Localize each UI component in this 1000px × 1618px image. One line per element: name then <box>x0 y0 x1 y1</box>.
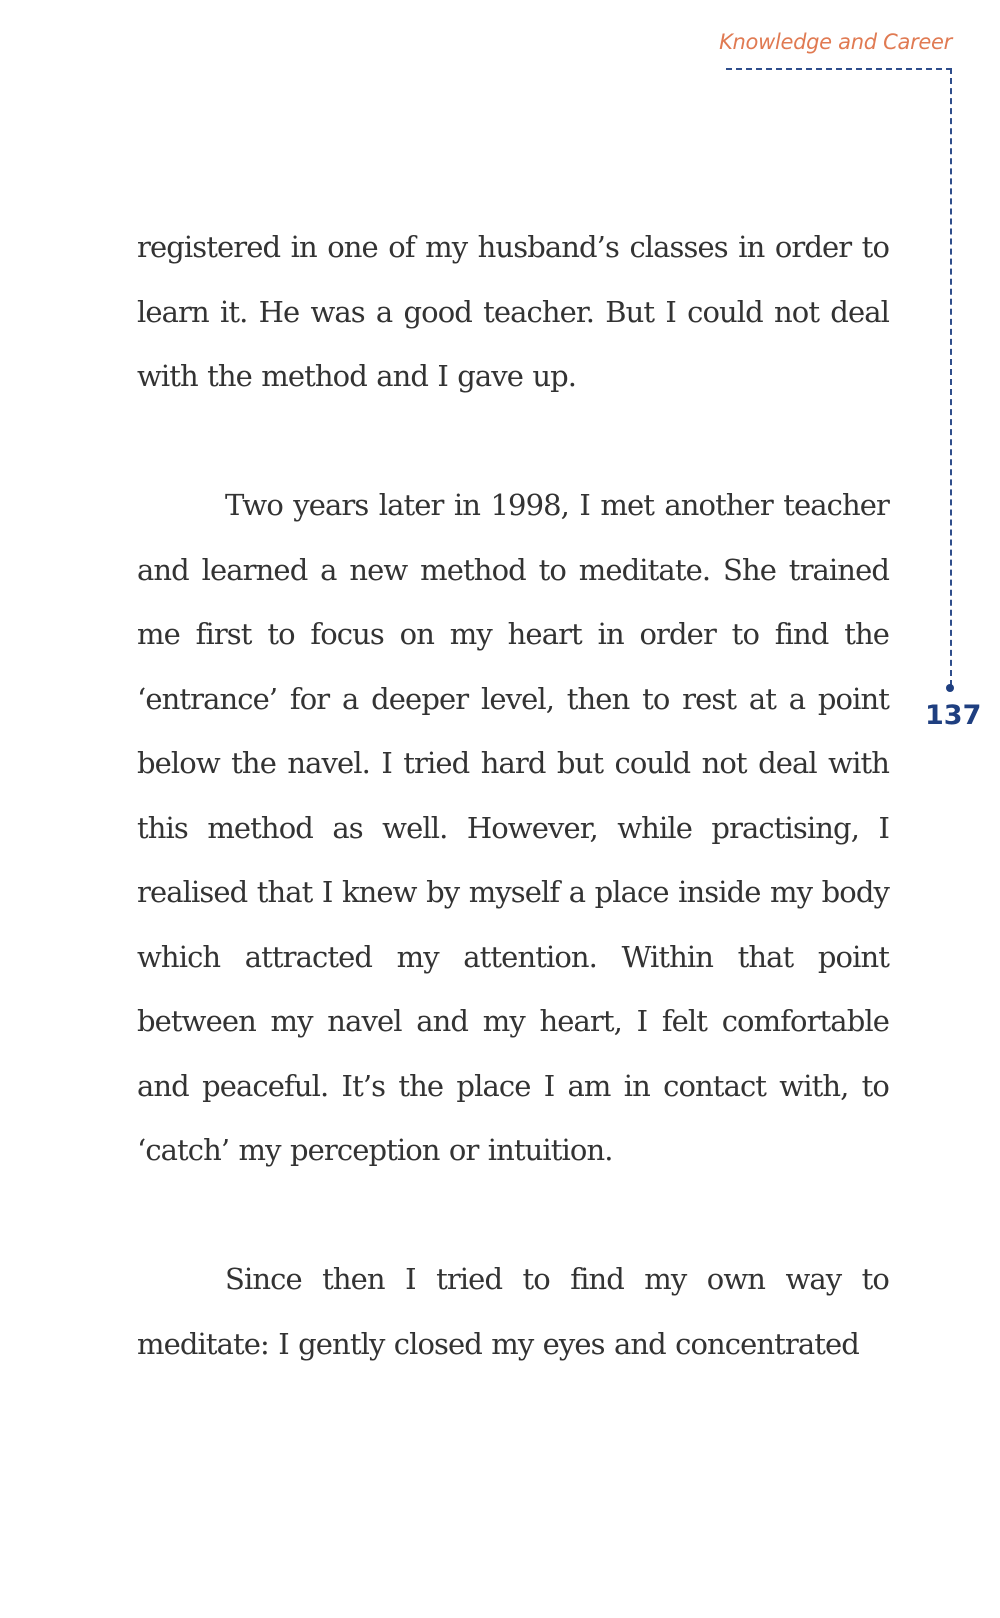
header-dashed-rule-horizontal <box>726 68 952 70</box>
margin-dashed-rule-vertical <box>950 68 952 686</box>
paragraph-3: Since then I tried to find my own way to meditate: I gently closed my eyes and concentrated <box>137 1262 889 1361</box>
paragraph-1: registered in one of my husband’s classes in order to learn it. He was a good teacher. But I could not deal with the method and I gave up. <box>137 230 889 393</box>
body-text <box>137 215 889 1441</box>
running-header-title: Knowledge and Career <box>719 30 952 54</box>
page-number: 137 <box>925 700 982 731</box>
rule-end-dot <box>946 684 954 692</box>
paragraph-2: Two years later in 1998, I met another teacher and learned a new method to meditate. She trained me first to focus on my heart in order to find the ‘entrance’ for a deeper level, then to rest at a point below the navel. I tried hard but could not deal with this method as well. However, while practising, I realised that I knew by myself a place inside my body which attracted my attention. Within that point between my navel and my heart, I felt comfortable and peaceful. It’s the place I am in contact with, to ‘catch’ my perception or intuition. <box>137 488 889 1167</box>
